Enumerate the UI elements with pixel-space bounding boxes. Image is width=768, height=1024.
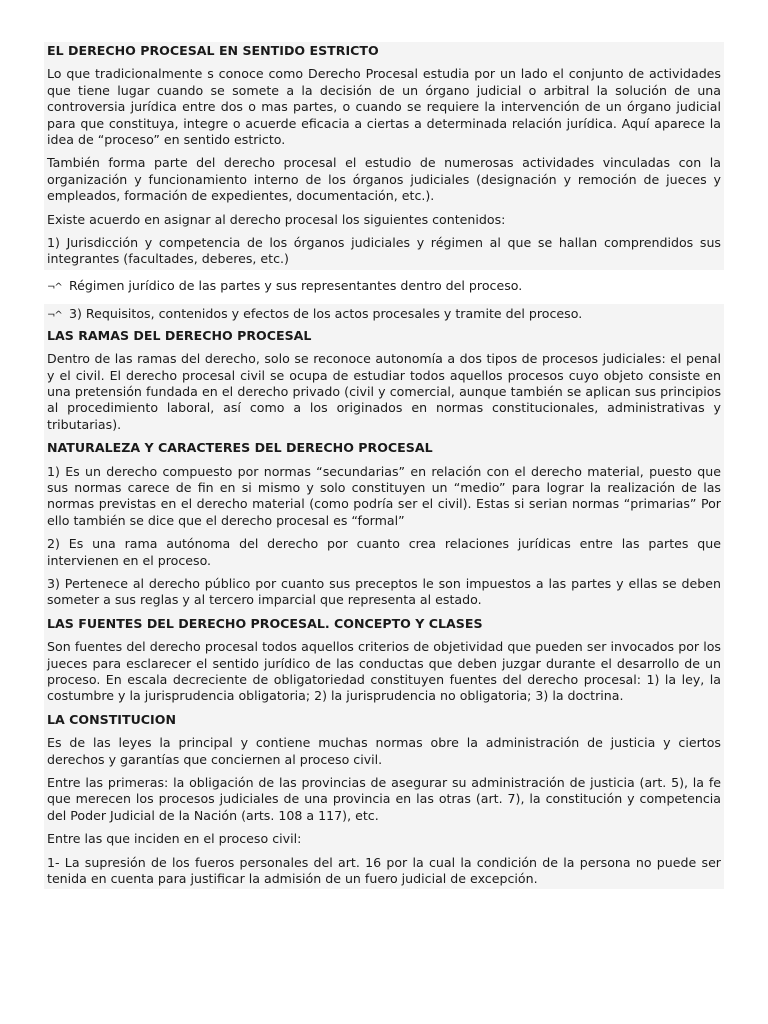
paragraph: Son fuentes del derecho procesal todos aquellos criterios de objetividad que pueden ser invocados por los jueces para esclarecer el sentido jurídico de las conductas que deben juzgar durante el desarrollo de un proceso. En escala decreciente de obligatoriedad constituyen fuentes del derecho procesal: 1) la ley, la costumbre y la jurisprudencia obligatoria; 2) la jurisprudencia no obligatoria; 3) la doctrina. <box>47 639 721 704</box>
section-heading-fuentes: LAS FUENTES DEL DERECHO PROCESAL. CONCEPTO Y CLASES <box>47 615 483 631</box>
paragraph: Existe acuerdo en asignar al derecho procesal los siguientes contenidos: <box>47 211 506 227</box>
section-heading-ramas: LAS RAMAS DEL DERECHO PROCESAL <box>47 327 312 343</box>
text-block-main <box>44 327 724 890</box>
section-heading-derecho-procesal-estricto: EL DERECHO PROCESAL EN SENTIDO ESTRICTO <box>47 43 379 58</box>
list-item <box>44 270 724 304</box>
paragraph: Entre las primeras: la obligación de las provincias de asegurar su administración de justicia (art. 5), la fe que merecen los procesos judiciales de una provincia en las otras (art. 7), la constitución y competencia del Poder Judicial de la Nación (arts. 108 a 117), etc. <box>47 775 721 823</box>
paragraph: Entre las que inciden en el proceso civil: <box>47 831 302 847</box>
list-item-text: Régimen jurídico de las partes y sus representantes dentro del proceso. <box>69 277 523 293</box>
section-heading-constitucion: LA CONSTITUCION <box>47 711 176 727</box>
bullet-icon: ¬^ <box>47 310 62 322</box>
paragraph: Lo que tradicionalmente s conoce como Derecho Procesal estudia por un lado el conjunto de actividades que tiene lugar cuando se somete a la decisión de un órgano judicial o arbitral la solución de una controversia jurídica entre dos o mas partes, o cuando se requiere la intervención de un órgano judicial para que constituya, integre o acuerde eficacia a ciertas a determinada relación jurídica. Aquí aparece la idea de “proceso” en sentido estricto. <box>47 66 721 148</box>
list-item <box>44 304 724 326</box>
bullet-icon: ¬^ <box>47 281 62 293</box>
list-item-text: 3) Requisitos, contenidos y efectos de los actos procesales y tramite del proceso. <box>69 306 583 322</box>
paragraph: También forma parte del derecho procesal el estudio de numerosas actividades vinculadas con la organización y funcionamiento interno de los órganos judiciales (designación y remoción de jueces y empleados, formación de expedientes, documentación, etc.). <box>47 155 721 204</box>
paragraph: 1- La supresión de los fueros personales del art. 16 por la cual la condición de la persona no puede ser tenida en cuenta para justificar la admisión de un fuero judicial de excepción. <box>47 854 721 887</box>
paragraph: Es de las leyes la principal y contiene muchas normas obre la administración de justicia y ciertos derechos y garantías que conciernen al proceso civil. <box>47 735 721 767</box>
text-block-top <box>44 42 724 270</box>
section-heading-naturaleza: NATURALEZA Y CARACTERES DEL DERECHO PROCESAL <box>47 440 433 456</box>
paragraph: 1) Es un derecho compuesto por normas “secundarias” en relación con el derecho material, puesto que sus normas carece de fin en si mismo y solo constituyen un “medio” para lograr la realización de las normas previstas en el derecho material (como podría ser el civil). Estas si serian normas “primarias” Por ello también se dice que el derecho procesal es “formal” <box>47 463 721 528</box>
paragraph: 1) Jurisdicción y competencia de los órganos judiciales y régimen al que se hallan comprendidos sus integrantes (facultades, deberes, etc.) <box>47 235 721 267</box>
paragraph: Dentro de las ramas del derecho, solo se reconoce autonomía a dos tipos de procesos judiciales: el penal y el civil. El derecho procesal civil se ocupa de estudiar todos aquellos procesos cuyo objeto consiste en una pretensión fundada en el derecho privado (civil y comercial, aunque también se aplican sus principios al procedimiento laboral, así como a los originados en normas constitucionales, administrativas y tributarias). <box>47 351 721 432</box>
paragraph: 2) Es una rama autónoma del derecho por cuanto crea relaciones jurídicas entre las partes que intervienen en el proceso. <box>47 536 721 568</box>
document-page <box>44 42 724 889</box>
paragraph: 3) Pertenece al derecho público por cuanto sus preceptos le son impuestos a las partes y ellas se deben someter a sus reglas y al tercero imparcial que representa al estado. <box>47 575 721 608</box>
